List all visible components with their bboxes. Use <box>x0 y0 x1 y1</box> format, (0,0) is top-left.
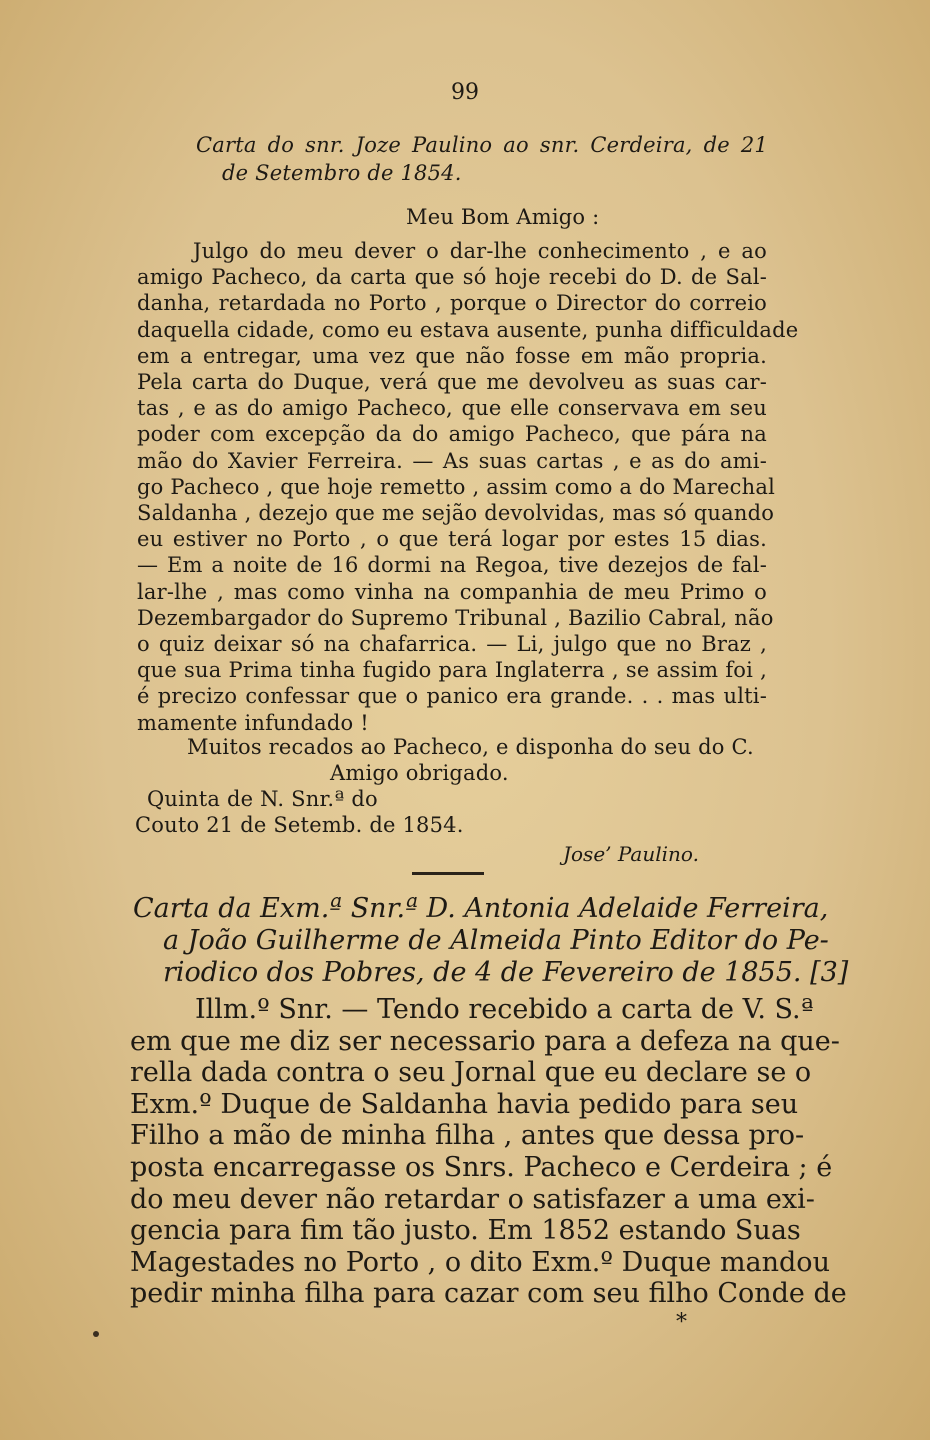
letter2-body-line: do meu dever não retardar o satisfazer a uma exi- <box>130 1183 815 1215</box>
letter2-body-line: Filho a mão de minha filha , antes que dessa pro- <box>130 1120 805 1152</box>
letter2-body-line: pedir minha filha para cazar com seu filho Conde de <box>130 1278 847 1310</box>
letter1-body-line: Julgo do meu dever o dar-lhe conhecimento , e ao <box>193 239 767 263</box>
letter1-body-line: go Pacheco , que hoje remetto , assim como a do Marechal <box>137 474 776 499</box>
letter1-body-line: lar-lhe , mas como vinha na companhia de meu Primo o <box>137 579 767 604</box>
letter2-body-line: Illm.º Snr. — Tendo recebido a carta de V. S.ª <box>195 994 814 1025</box>
letter1-closing-line2: Amigo obrigado. <box>330 761 509 785</box>
letter1-body-line: eu estiver no Porto , o que terá logar por estes 15 dias. <box>137 527 767 552</box>
letter1-body-line: mão do Xavier Ferreira. — As suas cartas , e as do ami- <box>137 448 767 473</box>
letter1-body-line: daquella cidade, como eu estava ausente, punha difficuldade <box>137 317 799 342</box>
letter1-body-line: mamente infundado ! <box>137 710 369 735</box>
section-divider <box>412 872 484 875</box>
letter2-heading-line3: riodico dos Pobres, de 4 de Fevereiro de 1855. [3] <box>163 957 849 988</box>
letter1-body-line: — Em a noite de 16 dormi na Regoa, tive dezejos de fal- <box>137 553 767 578</box>
letter2-body-line: Exm.º Duque de Saldanha havia pedido para seu <box>130 1088 799 1120</box>
letter2-body-line: Magestades no Porto , o dito Exm.º Duque mandou <box>130 1246 830 1278</box>
letter2-body-line: gencia para fim tão justo. Em 1852 estando Suas <box>130 1215 801 1247</box>
letter1-body-line: Dezembargador do Supremo Tribunal , Bazilio Cabral, não <box>137 605 774 630</box>
letter2-heading-line1: Carta da Exm.ª Snr.ª D. Antonia Adelaide Ferreira, <box>133 893 829 924</box>
letter2-body-line: rella dada contra o seu Jornal que eu declare se o <box>130 1057 812 1089</box>
letter1-closing-line1: Muitos recados ao Pacheco, e disponha do seu do C. <box>187 735 754 759</box>
letter1-salutation: Meu Bom Amigo : <box>406 205 600 229</box>
letter1-heading-line1: Carta do snr. Joze Paulino ao snr. Cerdeira, de 21 <box>196 133 768 157</box>
letter1-body-line: o quiz deixar só na chafarrica. — Li, julgo que no Braz , <box>137 632 767 656</box>
letter1-body-line: Pela carta do Duque, verá que me devolveu as suas car- <box>137 370 767 394</box>
letter1-body-line: Saldanha , dezejo que me sejão devolvidas, mas só quando <box>137 501 775 525</box>
letter2-body-line: posta encarregasse os Snrs. Pacheco e Cerdeira ; é <box>130 1152 833 1183</box>
letter1-body-line: tas , e as do amigo Pacheco, que elle conservava em seu <box>137 396 767 421</box>
letter1-body-line: em a entregar, uma vez que não fosse em mão propria. <box>137 343 767 368</box>
ink-spot <box>93 1331 99 1337</box>
letter1-body-line: é precizo confessar que o panico era grande. . . mas ulti- <box>137 684 767 709</box>
signature-mark: * <box>676 1310 687 1335</box>
letter1-body-line: danha, retardada no Porto , porque o Director do correio <box>137 291 767 316</box>
page-number: 99 <box>451 80 479 105</box>
letter1-body-line: que sua Prima tinha fugido para Inglaterra , se assim foi , <box>137 658 767 683</box>
letter1-body-line: amigo Pacheco, da carta que só hoje recebi do D. de Sal- <box>137 265 767 290</box>
letter1-place-line2: Couto 21 de Setemb. de 1854. <box>135 813 464 837</box>
letter1-body-line: poder com excepção da do amigo Pacheco, que pára na <box>137 422 767 447</box>
letter2-heading-line2: a João Guilherme de Almeida Pinto Editor do Pe- <box>163 925 829 956</box>
letter1-place-line1: Quinta de N. Snr.ª do <box>147 787 378 811</box>
letter2-body-line: em que me diz ser necessario para a defeza na que- <box>130 1025 840 1057</box>
letter1-signature: Jose’ Paulino. <box>563 842 699 866</box>
letter1-heading-line2: de Setembro de 1854. <box>222 161 462 185</box>
